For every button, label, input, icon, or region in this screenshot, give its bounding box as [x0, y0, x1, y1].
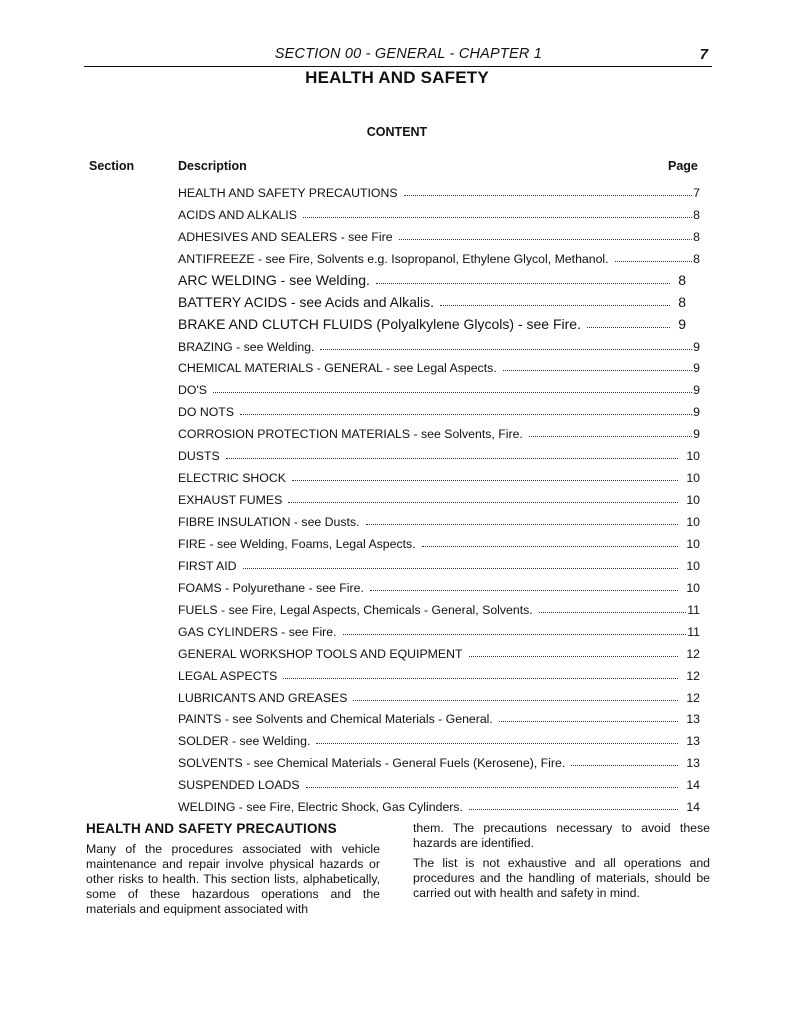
toc-dot-leader — [376, 283, 670, 284]
toc-entry-page: 10 — [686, 536, 700, 551]
toc-entry-label: CORROSION PROTECTION MATERIALS - see Solvents, Fire. — [178, 427, 523, 442]
toc-entry-label: FUELS - see Fire, Legal Aspects, Chemicals - General, Solvents. — [178, 602, 533, 617]
toc-dot-leader — [292, 480, 678, 481]
precautions-heading: HEALTH AND SAFETY PRECAUTIONS — [86, 821, 337, 836]
toc-entry — [178, 794, 700, 816]
toc-entry-label: DUSTS — [178, 449, 220, 464]
toc-entry-label: SOLVENTS - see Chemical Materials - General Fuels (Kerosene), Fire. — [178, 756, 566, 771]
toc-entry-page: 8 — [693, 251, 700, 266]
section-header-title: SECTION 00 - GENERAL - CHAPTER 1 — [274, 46, 542, 62]
toc-entry-page: 10 — [686, 558, 700, 573]
toc-entry-label: DO'S — [178, 383, 207, 398]
toc-entry-page: 8 — [693, 207, 700, 222]
toc-entry-page: 10 — [686, 449, 700, 464]
toc-entry — [178, 707, 700, 729]
toc-entry-label: ANTIFREEZE - see Fire, Solvents e.g. Isopropanol, Ethylene Glycol, Methanol. — [178, 251, 609, 266]
toc-entry — [178, 663, 700, 685]
toc-entry-page: 9 — [678, 315, 686, 332]
toc-entry — [178, 224, 700, 246]
toc-entry-label: WELDING - see Fire, Electric Shock, Gas Cylinders. — [178, 800, 463, 815]
toc-dot-leader — [399, 239, 693, 240]
toc-entry-label: HEALTH AND SAFETY PRECAUTIONS — [178, 185, 398, 200]
right-column — [413, 821, 710, 906]
toc-entry — [178, 180, 700, 202]
toc-dot-leader — [539, 612, 687, 613]
toc-entry — [178, 246, 700, 268]
toc-entry-label: GAS CYLINDERS - see Fire. — [178, 624, 337, 639]
toc-entry-page: 14 — [686, 778, 700, 793]
toc-dot-leader — [283, 678, 678, 679]
toc-entry — [178, 399, 700, 421]
toc-entry-label: BRAZING - see Welding. — [178, 339, 315, 354]
toc-dot-leader — [303, 217, 692, 218]
toc-entry-label: BRAKE AND CLUTCH FLUIDS (Polyalkylene Glycols) - see Fire. — [178, 315, 581, 332]
toc-entry-page: 11 — [687, 602, 700, 617]
toc-dot-leader — [226, 458, 679, 459]
toc-entry-page: 8 — [678, 271, 686, 288]
toc-entry-label: LEGAL ASPECTS — [178, 668, 278, 683]
toc-entry — [178, 772, 700, 794]
page-number: 7 — [699, 46, 708, 63]
toc-entry — [178, 531, 700, 553]
toc-entry — [178, 377, 700, 399]
toc-dot-leader — [316, 743, 678, 744]
toc-entry-label: SUSPENDED LOADS — [178, 778, 300, 793]
toc-entry-page: 8 — [693, 229, 700, 244]
toc-entry-label: DO NOTS — [178, 405, 235, 420]
toc-dot-leader — [469, 656, 679, 657]
toc-entry-label: GENERAL WORKSHOP TOOLS AND EQUIPMENT — [178, 646, 463, 661]
toc-entry-page: 10 — [686, 493, 700, 508]
left-column — [86, 842, 380, 922]
toc-entry-page: 13 — [686, 712, 700, 727]
scope-paragraph: The list is not exhaustive and all operations and procedures and the handling of materials, should be carried out with health and safety in mind. — [413, 856, 710, 900]
toc-entry — [178, 619, 700, 641]
toc-entry — [178, 685, 700, 707]
toc-entry-label: PAINTS - see Solvents and Chemical Materials - General. — [178, 712, 493, 727]
toc-entry-page: 12 — [686, 690, 700, 705]
toc-entry-label: FIRE - see Welding, Foams, Legal Aspects. — [178, 536, 416, 551]
toc-entry-label: BATTERY ACIDS - see Acids and Alkalis. — [178, 293, 434, 310]
toc-entry-page: 9 — [693, 427, 700, 442]
toc-entry — [178, 553, 700, 575]
toc-entry — [178, 750, 700, 772]
toc-dot-leader — [571, 765, 678, 766]
toc-dot-leader — [499, 721, 678, 722]
toc-entry-label: ELECTRIC SHOCK — [178, 471, 286, 486]
toc-entry-label: ADHESIVES AND SEALERS - see Fire — [178, 229, 393, 244]
toc-dot-leader — [503, 370, 692, 371]
toc-entry — [178, 509, 700, 531]
toc-entry-page: 12 — [686, 646, 700, 661]
toc-entry — [178, 487, 700, 509]
toc-entry-page: 10 — [686, 580, 700, 595]
toc-entry — [178, 465, 700, 487]
toc-entry — [178, 334, 700, 356]
header-rule — [84, 66, 712, 67]
toc-dot-leader — [404, 195, 693, 196]
toc-entry — [178, 290, 700, 312]
toc-dot-leader — [213, 392, 692, 393]
toc-dot-leader — [320, 349, 692, 350]
toc-entry — [178, 268, 700, 290]
toc-entry-page: 12 — [686, 668, 700, 683]
toc-dot-leader — [440, 305, 670, 306]
toc-column-description: Description — [178, 159, 247, 173]
toc-entry-page: 13 — [686, 734, 700, 749]
toc-dot-leader — [469, 809, 678, 810]
toc-dot-leader — [366, 524, 679, 525]
toc-dot-leader — [615, 261, 693, 262]
toc-entry-page: 11 — [687, 624, 700, 639]
toc-entry — [178, 202, 700, 224]
toc-entry-label: CHEMICAL MATERIALS - GENERAL - see Legal Aspects. — [178, 361, 497, 376]
running-header — [84, 46, 712, 66]
toc-column-section: Section — [89, 159, 135, 173]
toc-dot-leader — [243, 568, 679, 569]
intro-paragraph: Many of the procedures associated with vehicle maintenance and repair involve physical hazards or other risks to health. This section lists, alphabetically, some of these hazardous operations and the materials and equipment associated with — [86, 842, 380, 916]
toc-entry-page: 9 — [693, 405, 700, 420]
toc-entry-page: 9 — [693, 383, 700, 398]
toc-entry-label: FIBRE INSULATION - see Dusts. — [178, 515, 360, 529]
toc-entry-label: SOLDER - see Welding. — [178, 734, 311, 749]
toc-entry-page: 9 — [693, 339, 700, 354]
toc-entry-label: FIRST AID — [178, 558, 237, 573]
toc-entry — [178, 312, 700, 334]
toc-dot-leader — [353, 700, 678, 701]
toc-entry-label: EXHAUST FUMES — [178, 493, 283, 508]
toc-dot-leader — [370, 590, 678, 591]
toc-entry — [178, 728, 700, 750]
toc-dot-leader — [529, 436, 692, 437]
table-of-contents — [178, 180, 700, 816]
toc-dot-leader — [587, 327, 670, 328]
toc-entry — [178, 356, 700, 378]
toc-entry — [178, 421, 700, 443]
toc-entry-label: ARC WELDING - see Welding. — [178, 271, 370, 288]
toc-entry — [178, 597, 700, 619]
toc-dot-leader — [343, 634, 687, 635]
toc-dot-leader — [288, 502, 678, 503]
toc-entry-label: ACIDS AND ALKALIS — [178, 207, 297, 222]
toc-entry — [178, 575, 700, 597]
toc-dot-leader — [240, 414, 692, 415]
content-title: CONTENT — [366, 125, 428, 139]
toc-dot-leader — [306, 787, 679, 788]
toc-entry-label: FOAMS - Polyurethane - see Fire. — [178, 580, 364, 595]
toc-entry-page: 10 — [686, 471, 700, 486]
toc-entry-page: 14 — [686, 800, 700, 815]
toc-entry-page: 13 — [686, 756, 700, 771]
toc-entry-label: LUBRICANTS AND GREASES — [178, 690, 348, 705]
toc-entry-page: 8 — [678, 293, 686, 310]
toc-dot-leader — [422, 546, 679, 547]
continuation-paragraph: them. The precautions necessary to avoid these hazards are identified. — [413, 821, 710, 850]
toc-entry-page: 9 — [693, 361, 700, 376]
page-title: HEALTH AND SAFETY — [305, 68, 489, 87]
toc-entry — [178, 443, 700, 465]
toc-column-page: Page — [668, 159, 698, 173]
toc-entry-page: 10 — [686, 515, 700, 529]
toc-entry — [178, 641, 700, 663]
toc-entry-page: 7 — [693, 185, 700, 200]
